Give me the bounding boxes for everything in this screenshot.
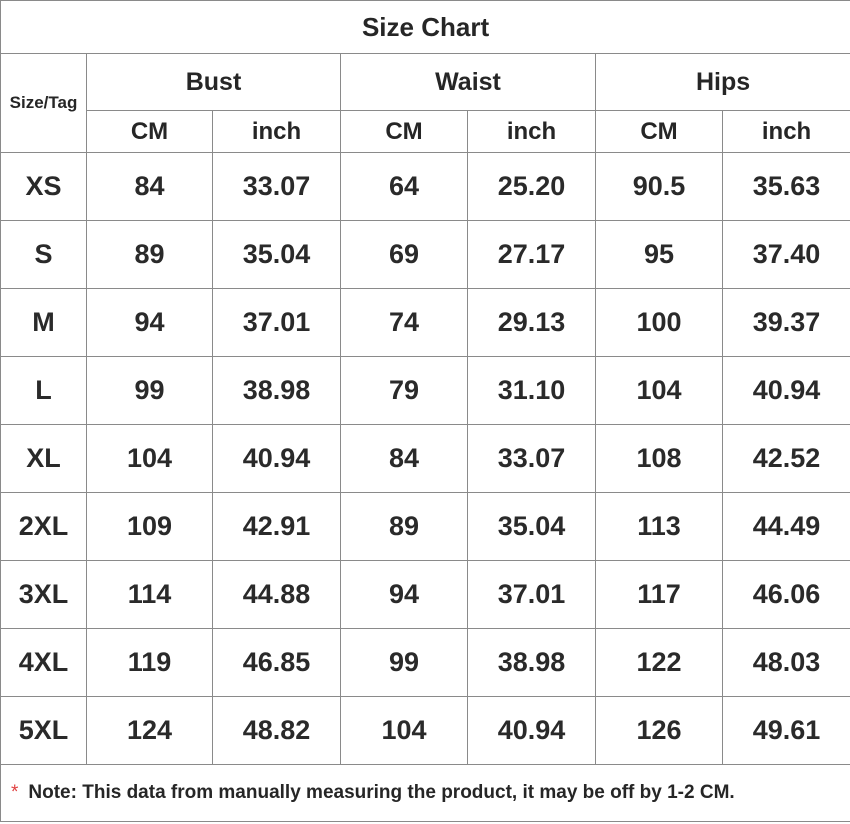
cell-waist-cm: 99: [341, 629, 468, 697]
cell-bust-inch: 42.91: [213, 493, 341, 561]
cell-hips-cm: 104: [596, 357, 723, 425]
cell-waist-inch: 33.07: [468, 425, 596, 493]
cell-hips-cm: 108: [596, 425, 723, 493]
cell-waist-cm: 89: [341, 493, 468, 561]
cell-hips-inch: 44.49: [723, 493, 850, 561]
unit-header-hips-inch: inch: [723, 111, 850, 153]
cell-hips-cm: 90.5: [596, 153, 723, 221]
size-label: L: [1, 357, 87, 425]
cell-hips-cm: 100: [596, 289, 723, 357]
cell-hips-inch: 40.94: [723, 357, 850, 425]
cell-waist-cm: 84: [341, 425, 468, 493]
cell-bust-inch: 48.82: [213, 697, 341, 765]
cell-waist-inch: 35.04: [468, 493, 596, 561]
cell-waist-inch: 40.94: [468, 697, 596, 765]
title-row: [1, 1, 850, 54]
cell-bust-cm: 109: [87, 493, 213, 561]
cell-bust-cm: 104: [87, 425, 213, 493]
cell-bust-cm: 84: [87, 153, 213, 221]
cell-bust-cm: 114: [87, 561, 213, 629]
note: [1, 765, 850, 822]
cell-bust-inch: 44.88: [213, 561, 341, 629]
cell-bust-cm: 119: [87, 629, 213, 697]
cell-hips-inch: 48.03: [723, 629, 850, 697]
table-row: [1, 357, 850, 425]
size-label: 3XL: [1, 561, 87, 629]
table-row: [1, 629, 850, 697]
cell-hips-cm: 126: [596, 697, 723, 765]
size-rows: [1, 153, 850, 765]
table-row: [1, 153, 850, 221]
unit-header-bust-inch: inch: [213, 111, 341, 153]
chart-title: Size Chart: [1, 1, 850, 54]
cell-bust-inch: 37.01: [213, 289, 341, 357]
note-text: Note: This data from manually measuring the product, it may be off by 1-2 CM.: [28, 782, 735, 803]
cell-bust-cm: 89: [87, 221, 213, 289]
cell-hips-cm: 122: [596, 629, 723, 697]
size-label: 5XL: [1, 697, 87, 765]
size-label: 4XL: [1, 629, 87, 697]
cell-hips-inch: 49.61: [723, 697, 850, 765]
unit-header-row: [1, 111, 850, 153]
cell-hips-inch: 35.63: [723, 153, 850, 221]
cell-hips-inch: 37.40: [723, 221, 850, 289]
unit-header-waist-inch: inch: [468, 111, 596, 153]
cell-waist-inch: 27.17: [468, 221, 596, 289]
asterisk-icon: *: [11, 782, 19, 803]
group-header-hips: Hips: [596, 54, 850, 111]
cell-waist-cm: 74: [341, 289, 468, 357]
cell-waist-inch: 37.01: [468, 561, 596, 629]
unit-header-bust-cm: CM: [87, 111, 213, 153]
cell-hips-cm: 117: [596, 561, 723, 629]
cell-bust-cm: 99: [87, 357, 213, 425]
cell-waist-cm: 64: [341, 153, 468, 221]
group-header-bust: Bust: [87, 54, 341, 111]
table-row: [1, 425, 850, 493]
unit-header-waist-cm: CM: [341, 111, 468, 153]
cell-waist-inch: 25.20: [468, 153, 596, 221]
size-label: M: [1, 289, 87, 357]
cell-waist-inch: 31.10: [468, 357, 596, 425]
cell-hips-inch: 46.06: [723, 561, 850, 629]
size-label: XL: [1, 425, 87, 493]
size-tag-header: Size/Tag: [1, 54, 87, 153]
cell-hips-cm: 113: [596, 493, 723, 561]
cell-waist-inch: 29.13: [468, 289, 596, 357]
cell-hips-inch: 42.52: [723, 425, 850, 493]
cell-waist-cm: 69: [341, 221, 468, 289]
cell-waist-cm: 94: [341, 561, 468, 629]
unit-header-hips-cm: CM: [596, 111, 723, 153]
table-row: [1, 697, 850, 765]
cell-waist-cm: 104: [341, 697, 468, 765]
size-label: XS: [1, 153, 87, 221]
cell-bust-inch: 40.94: [213, 425, 341, 493]
cell-bust-inch: 38.98: [213, 357, 341, 425]
group-header-row: [1, 54, 850, 111]
cell-bust-inch: 46.85: [213, 629, 341, 697]
cell-bust-cm: 124: [87, 697, 213, 765]
table-row: [1, 493, 850, 561]
cell-bust-cm: 94: [87, 289, 213, 357]
note-row: [1, 765, 850, 822]
table-row: [1, 561, 850, 629]
cell-waist-inch: 38.98: [468, 629, 596, 697]
cell-hips-inch: 39.37: [723, 289, 850, 357]
size-label: 2XL: [1, 493, 87, 561]
cell-bust-inch: 35.04: [213, 221, 341, 289]
size-label: S: [1, 221, 87, 289]
cell-hips-cm: 95: [596, 221, 723, 289]
cell-waist-cm: 79: [341, 357, 468, 425]
group-header-waist: Waist: [341, 54, 596, 111]
cell-bust-inch: 33.07: [213, 153, 341, 221]
table-row: [1, 289, 850, 357]
table-row: [1, 221, 850, 289]
